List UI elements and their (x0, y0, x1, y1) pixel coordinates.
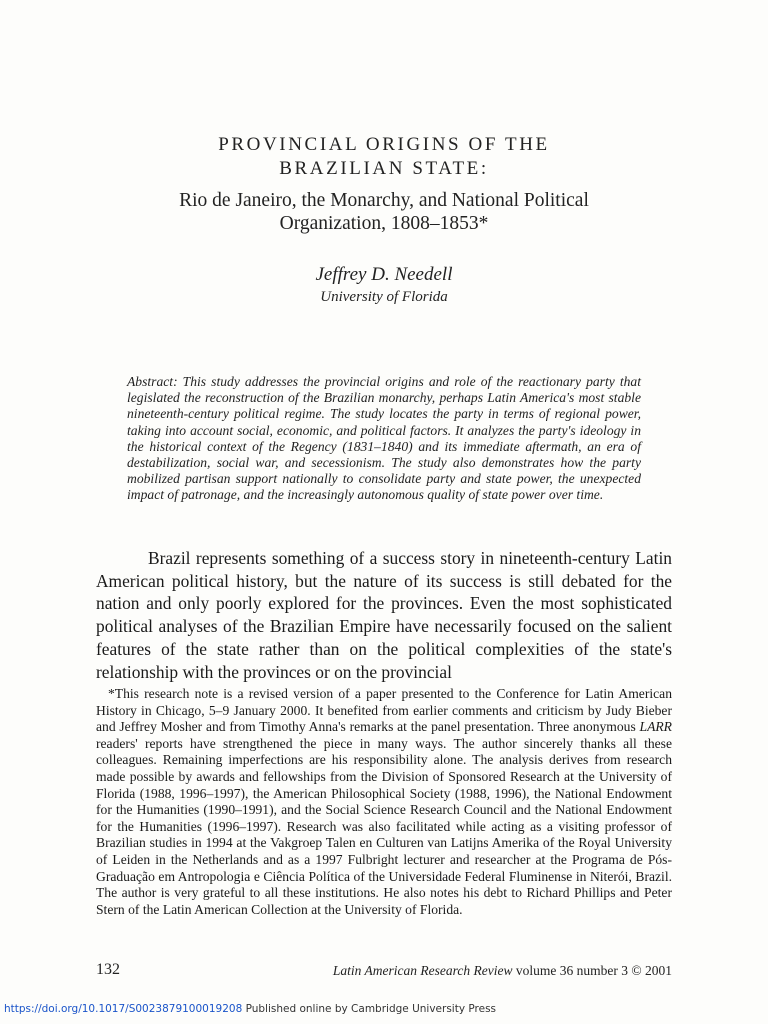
article-subtitle-line-1: Rio de Janeiro, the Monarchy, and National Political (179, 190, 589, 211)
doi-link[interactable]: https://doi.org/10.1017/S0023879100019208 (4, 1003, 243, 1015)
article-title-line-1: PROVINCIAL ORIGINS OF THE (218, 134, 550, 155)
doi-publisher-note: Published online by Cambridge University Press (242, 1003, 497, 1015)
journal-issue: volume 36 number 3 © 2001 (512, 963, 672, 978)
body-paragraph-text: Brazil represents something of a success story in nineteenth-century Latin American political history, but the nature of its success is still debated for the nation and only poorly explored for the provinces. Even the most sophisticated political analyses of the Brazilian Empire have necessarily focused on the salient features of the state rather than on the political complexities of the state's relationship with the provinces or on the provincial (96, 548, 672, 682)
page-number: 132 (96, 961, 120, 978)
journal-name: Latin American Research Review (332, 963, 513, 978)
footnote-journal-abbrev: LARR (639, 719, 672, 735)
doi-footer (4, 1003, 496, 1015)
footnote-text-2: readers' reports have strengthened the piece in many ways. The author sincerely thanks all these colleagues. Remaining imperfections are his responsibility alone. The analysis derives from research made possible by awards and fellowships from the Division of Sponsored Research at the University of Florida (1988, 1996–1997), the American Philosophical Society (1988, 1996), the National Endowment for the Humanities (1990–1991), and the Social Science Research Council and the National Endowment for the Humanities (1996–1997). Research was also facilitated while acting as a visiting professor of Brazilian studies in 1994 at the Vakgroep Talen en Culturen van Latijns Amerika of the Royal University of Leiden in the Netherlands and as a 1997 Fulbright lecturer and researcher at the Programa de Pós-Graduação em Antropologia e Ciência Política of the Universidade Federal Fluminense in Niterói, Brazil. The author is very grateful to all these institutions. He also notes his debt to Richard Phillips and Peter Stern of the Latin American Collection at the University of Florida. (96, 735, 672, 917)
author-name: Jeffrey D. Needell (315, 264, 453, 285)
body-paragraph (96, 547, 672, 683)
footnote-text-1: *This research note is a revised version of a paper presented to the Conference for Latin American History in Chicago, 5–9 January 2000. It benefited from earlier comments and criticism by Judy Bieber and Jeffrey Mosher and from Timothy Anna's remarks at the panel presentation. Three anonymous (96, 686, 672, 735)
article-title-line-2: BRAZILIAN STATE: (279, 158, 489, 179)
article-subtitle-line-2: Organization, 1808–1853* (279, 213, 489, 234)
footnote (96, 686, 672, 918)
abstract: Abstract: This study addresses the provincial origins and role of the reactionary party that legislated the reconstruction of the Brazilian monarchy, perhaps Latin America's most stable nineteenth-century political regime. The study locates the party in terms of regional power, taking into account social, economic, and political factors. It analyzes the party's ideology in the historical context of the Regency (1831–1840) and its immediate aftermath, an era of destabilization, social war, and secessionism. The study also demonstrates how the party mobilized partisan support nationally to consolidate party and state power, the unexpected impact of patronage, and the increasingly autonomous quality of state power over time. (127, 374, 641, 503)
author-affiliation: University of Florida (320, 289, 448, 305)
running-footer (333, 963, 672, 979)
